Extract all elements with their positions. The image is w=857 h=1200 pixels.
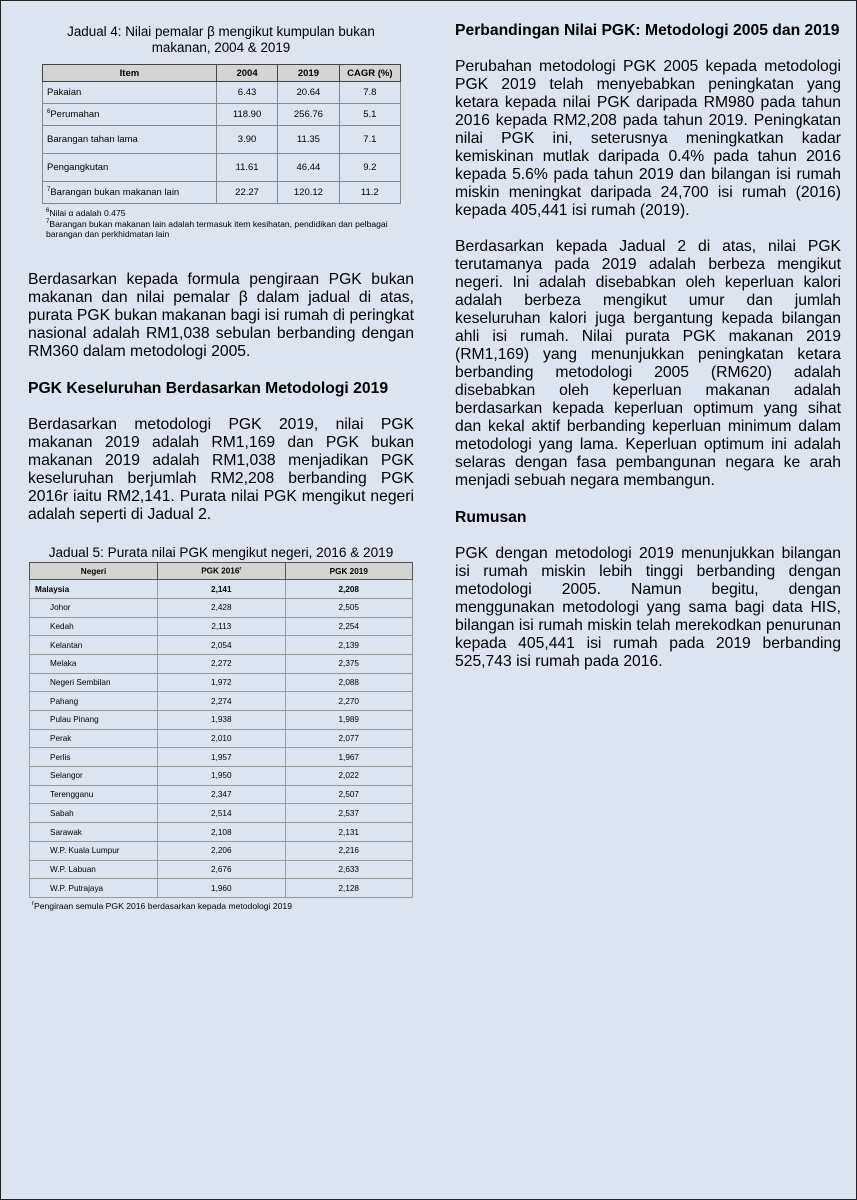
table5-cell-v2019: 2,254 [285,617,412,636]
table5-header-pgk2019: PGK 2019 [285,563,412,580]
table4-cell-v2019: 120.12 [278,182,339,204]
table5-row [30,617,413,636]
table5-cell-v2016: 1,957 [158,748,285,767]
table5-cell-v2016: 1,960 [158,879,285,898]
table5-cell-v2019: 2,131 [285,823,412,842]
table5-cell-v2019: 1,989 [285,711,412,730]
table4-row [43,182,401,204]
table5-cell-v2016: 2,010 [158,729,285,748]
table5-cell-state: Kelantan [30,636,158,655]
table5-row [30,879,413,898]
table5-cell-v2016: 2,272 [158,654,285,673]
table5-cell-v2019: 2,375 [285,654,412,673]
table5-cell-v2019: 2,216 [285,841,412,860]
table4-cell-item: $^7$Barangan bukan makanan lain [43,182,217,204]
table5-body [30,580,413,898]
table5-header-negeri: Negeri [30,563,158,580]
right-heading-2: Rumusan [455,509,527,526]
table4-row [43,154,401,182]
table5-row [30,729,413,748]
table5-cell-v2019: 2,139 [285,636,412,655]
table4-header-2004: 2004 [216,65,277,82]
table4-cell-cagr: 7.1 [339,126,400,154]
table5-row [30,692,413,711]
table4-header-item: Item [43,65,217,82]
table5-cell-state: Perlis [30,748,158,767]
table5-total-2019: 2,208 [285,580,412,599]
table4-cell-v2004: 22.27 [216,182,277,204]
table5-cell-v2016: 2,206 [158,841,285,860]
table5-cell-state: W.P. Labuan [30,860,158,879]
table5-caption: Jadual 5: Purata nilai PGK mengikut negeri, 2016 & 2019 [48,545,394,561]
table5-cell-state: Negeri Sembilan [30,673,158,692]
table5-row [30,673,413,692]
table5-row [30,748,413,767]
table4-cell-v2004: 3.90 [216,126,277,154]
table5-cell-v2019: 2,270 [285,692,412,711]
table5-cell-v2016: 2,347 [158,785,285,804]
left-paragraph-1: Berdasarkan kepada formula pengiraan PGK bukan makanan dan nilai pemalar β dalam jadual di atas, purata PGK bukan makanan bagi isi rumah di peringkat nasional adalah RM1,038 sebulan berbanding dengan RM360 dalam metodologi 2005. [28,271,414,361]
right-paragraph-1: Perubahan metodologi PGK 2005 kepada metodologi PGK 2019 telah menyebabkan peningkatan yang ketara kepada nilai PGK daripada RM980 pada tahun 2016 kepada RM2,208 pada tahun 2019. Peningkatan nilai PGK ini, seterusnya meningkatkan kadar kemiskinan mutlak daripada 0.4% pada tahun 2016 kepada 5.6% pada tahun 2019 dan bilangan isi rumah miskin meningkat daripada 24,700 isi rumah (2016) kepada 405,441 isi rumah (2019). [455,58,841,219]
table4-cell-v2019: 11.35 [278,126,339,154]
right-column [455,22,841,671]
table4-footnote-2: $^7$Barangan bukan makanan lain adalah termasuk item kesihatan, pendidikan dan pelbagai barangan dan perkhidmatan lain [46,219,388,239]
table5-cell-v2016: 2,054 [158,636,285,655]
table4-cell-cagr: 11.2 [339,182,400,204]
table5-cell-v2019: 2,128 [285,879,412,898]
table5-cell-v2016: 2,514 [158,804,285,823]
table4-cell-v2004: 6.43 [216,82,277,104]
table4-cell-cagr: 5.1 [339,104,400,126]
table4-row [43,126,401,154]
table5-row [30,823,413,842]
table5-cell-v2019: 1,967 [285,748,412,767]
table5-row [30,636,413,655]
table5-cell-state: W.P. Putrajaya [30,879,158,898]
table5-total-2016: 2,141 [158,580,285,599]
table4-cell-v2004: 11.61 [216,154,277,182]
table5-row [30,767,413,786]
table5-cell-v2016: 2,274 [158,692,285,711]
table5-cell-state: Pulau Pinang [30,711,158,730]
table4-cell-item: Barangan tahan lama [43,126,217,154]
right-paragraph-3: PGK dengan metodologi 2019 menunjukkan bilangan isi rumah miskin lebih tinggi berbanding dengan metodologi 2005. Namun begitu, dengan menggunakan metodologi yang sama bagi data HIS, bilangan isi rumah miskin telah merekodkan penurunan kepada 405,441 isi rumah pada 2019 berbanding 525,743 isi rumah pada 2016. [455,545,841,670]
table5-cell-v2016: 2,428 [158,598,285,617]
table5-cell-state: Johor [30,598,158,617]
table4-cell-item: Pakaian [43,82,217,104]
table4-header-row [43,65,401,82]
table5-cell-v2019: 2,537 [285,804,412,823]
table5-cell-v2019: 2,088 [285,673,412,692]
right-heading-1: Perbandingan Nilai PGK: Metodologi 2005 dan 2019 [455,22,840,39]
table5-cell-v2019: 2,633 [285,860,412,879]
table4-cell-v2019: 20.64 [278,82,339,104]
left-paragraph-2: Berdasarkan metodologi PGK 2019, nilai PGK makanan 2019 adalah RM1,169 dan PGK bukan makanan 2019 adalah RM1,038 menjadikan PGK keseluruhan berjumlah RM2,208 berbanding PGK 2016r iaitu RM2,141. Purata nilai PGK mengikut negeri adalah seperti di Jadual 2. [28,416,414,524]
table4-footnotes [46,207,414,239]
table5-header-row [30,563,413,580]
table5-cell-v2016: 2,108 [158,823,285,842]
table5-cell-state: W.P. Kuala Lumpur [30,841,158,860]
table4-footnote-1: $^6$Nilai α adalah 0.475 [46,207,126,218]
table5-header-pgk2016: PGK 2016$^r$ [158,563,285,580]
table4-cell-cagr: 9.2 [339,154,400,182]
table5-row [30,654,413,673]
table4-row [43,82,401,104]
table5-row [30,860,413,879]
table5-cell-state: Terengganu [30,785,158,804]
table4 [42,64,401,204]
table5-cell-state: Melaka [30,654,158,673]
table5-row [30,785,413,804]
table5-cell-v2016: 1,938 [158,711,285,730]
left-column [28,24,414,911]
table5-footnote: $^r$Pengiraan semula PGK 2016 berdasarkan kepada metodologi 2019 [32,900,292,911]
table4-caption: Jadual 4: Nilai pemalar β mengikut kumpulan bukan makanan, 2004 & 2019 [67,24,375,55]
table5-row [30,598,413,617]
table5-row [30,804,413,823]
table4-header-cagr: CAGR (%) [339,65,400,82]
table5-cell-state: Sarawak [30,823,158,842]
table4-row [43,104,401,126]
table4-cell-v2004: 118.90 [216,104,277,126]
table4-cell-cagr: 7.8 [339,82,400,104]
table4-header-2019: 2019 [278,65,339,82]
left-heading-1: PGK Keseluruhan Berdasarkan Metodologi 2019 [28,380,389,398]
table5-row [30,711,413,730]
table5-cell-v2019: 2,505 [285,598,412,617]
table5-cell-state: Kedah [30,617,158,636]
table5-cell-state: Pahang [30,692,158,711]
table5-cell-v2016: 2,113 [158,617,285,636]
table5-cell-v2016: 1,972 [158,673,285,692]
table5-row [30,841,413,860]
right-paragraph-2: Berdasarkan kepada Jadual 2 di atas, nilai PGK terutamanya pada 2019 adalah berbeza mengikut negeri. Ini adalah disebabkan oleh keperluan kalori adalah berbeza mengikut umur dan jumlah keseluruhan kalori juga bergantung kepada bilangan ahli isi rumah. Nilai purata PGK makanan 2019 (RM1,169) yang menunjukkan peningkatan ketara berbanding metodologi 2005 (RM620) adalah disebabkan oleh keperluan makanan adalah berdasarkan kepada keperluan optimum yang sihat dan kekal aktif berbanding keperluan minimum dalam metodologi yang lama. Keperluan optimum ini adalah selaras dengan fasa pembangunan negara ke arah menjadi sebuah negara membangun. [455,238,841,489]
table4-cell-item: Pengangkutan [43,154,217,182]
table5-cell-v2016: 1,950 [158,767,285,786]
table4-body [43,82,401,204]
table5-cell-v2019: 2,077 [285,729,412,748]
table5-cell-v2016: 2,676 [158,860,285,879]
table5-cell-state: Selangor [30,767,158,786]
table5-cell-v2019: 2,022 [285,767,412,786]
table5-cell-state: Perak [30,729,158,748]
table5-total-name: Malaysia [30,580,158,599]
table5 [29,562,413,898]
table4-cell-v2019: 46.44 [278,154,339,182]
table5-total-row [30,580,413,599]
table5-cell-state: Sabah [30,804,158,823]
table4-cell-item: $^6$Perumahan [43,104,217,126]
table4-cell-v2019: 256.76 [278,104,339,126]
table5-cell-v2019: 2,507 [285,785,412,804]
